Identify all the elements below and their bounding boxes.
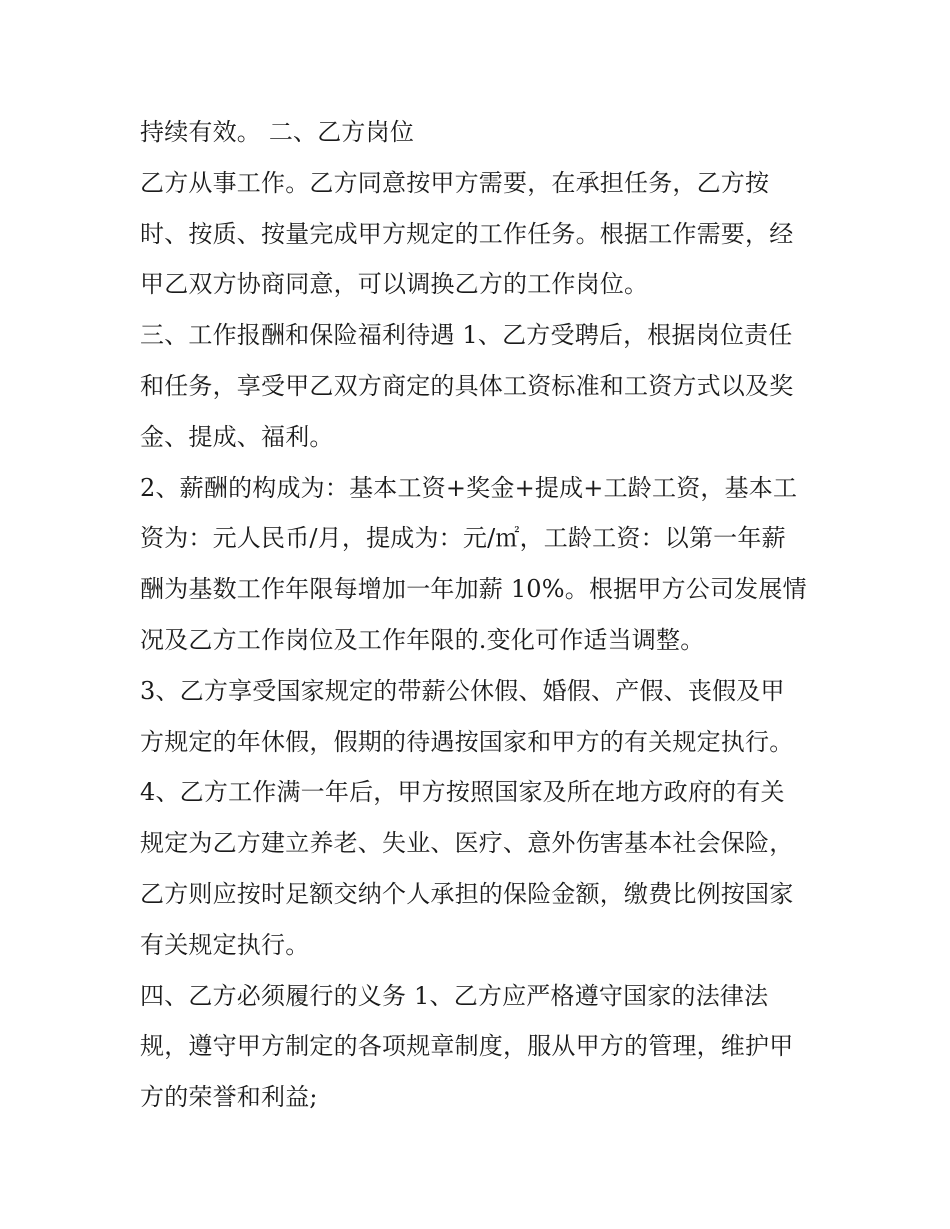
paragraph-section-3-compensation: 三、工作报酬和保险福利待遇 1、乙方受聘后，根据岗位责任 和任务，享受甲乙双方商定的具体工资标准和工资方式以及奖 金、提成、福利。 xyxy=(140,321,794,451)
paragraph-continuation-and-section-2-heading: 持续有效。 二、乙方岗位 xyxy=(140,118,415,146)
paragraph-paid-leave: 3、乙方享受国家规定的带薪公休假、婚假、产假、丧假及甲 方规定的年休假，假期的待遇按国家和甲方的有关规定执行。 xyxy=(140,676,794,756)
paragraph-section-4-obligations: 四、乙方必须履行的义务 1、乙方应严格遵守国家的法律法 规，遵守甲方制定的各项规章制度，服从甲方的管理，维护甲 方的荣誉和利益; xyxy=(140,981,794,1112)
document-body xyxy=(140,107,820,1123)
paragraph-salary-composition: 2、薪酬的构成为：基本工资+奖金+提成+工龄工资，基本工 资为：元人民币/月，提成为：元/㎡，工龄工资：以第一年薪 酬为基数工作年限每增加一年加薪 10%。根据甲方公司发展情 况及乙方工作岗位及工作年限的.变化可作适当调整。 xyxy=(140,473,807,654)
paragraph-social-insurance: 4、乙方工作满一年后，甲方按照国家及所在地方政府的有关 规定为乙方建立养老、失业、医疗、意外伤害基本社会保险， 乙方则应按时足额交纳个人承担的保险金额，缴费比例按国家 有关规定执行。 xyxy=(140,778,794,959)
paragraph-job-duties: 乙方从事工作。乙方同意按甲方需要，在承担任务，乙方按 时、按质、按量完成甲方规定的工作任务。根据工作需要，经 甲乙双方协商同意，可以调换乙方的工作岗位。 xyxy=(140,168,794,299)
